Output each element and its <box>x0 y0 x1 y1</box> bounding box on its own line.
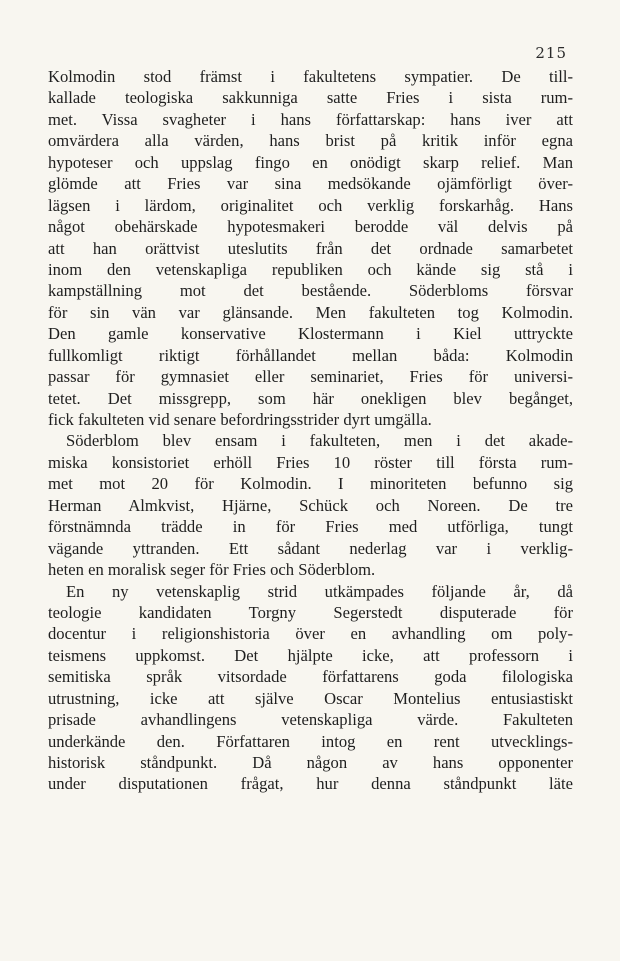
text-line: teismens uppkomst. Det hjälpte icke, att professorn i <box>48 645 573 665</box>
text-line: vägande yttranden. Ett sådant nederlag var i verklig- <box>48 538 573 558</box>
text-line: miska konsistoriet erhöll Fries 10 röster till första rum- <box>48 452 573 472</box>
text-line: inom den vetenskapliga republiken och kände sig stå i <box>48 259 573 279</box>
text-line: hypoteser och uppslag fingo en onödigt skarp relief. Man <box>48 152 573 172</box>
body-text <box>48 66 573 795</box>
text-line: prisade avhandlingens vetenskapliga värde. Fakulteten <box>48 710 573 730</box>
text-line: met mot 20 för Kolmodin. I minoriteten befunno sig <box>48 474 573 494</box>
text-line: för sin vän var glänsande. Men fakulteten tog Kolmodin. <box>48 302 573 322</box>
text-line: En ny vetenskaplig strid utkämpades följande år, då <box>66 581 573 601</box>
text-line: docentur i religionshistoria över en avhandling om poly- <box>48 624 573 644</box>
text-line: met. Vissa svagheter i hans författarskap: hans iver att <box>48 109 573 129</box>
text-line: tetet. Det missgrepp, som här onekligen blev begånget, <box>48 388 573 408</box>
text-line: något obehärskade hypotesmakeri berodde väl delvis på <box>48 217 573 237</box>
text-line: semitiska språk vitsordade författarens goda filologiska <box>48 667 573 687</box>
text-line: omvärdera alla värden, hans brist på kritik inför egna <box>48 131 573 151</box>
text-line: teologie kandidaten Torgny Segerstedt disputerade för <box>48 602 573 622</box>
text-line: under disputationen frågat, hur denna ståndpunkt läte <box>48 774 573 794</box>
text-line: Söderblom blev ensam i fakulteten, men i det akade- <box>66 431 573 451</box>
text-line: underkände den. Författaren intog en rent utvecklings- <box>48 731 573 751</box>
text-line: kallade teologiska sakkunniga satte Fries i sista rum- <box>48 88 573 108</box>
text-line: utrustning, icke att själve Oscar Montelius entusiastiskt <box>48 688 573 708</box>
text-line: fullkomligt riktigt förhållandet mellan båda: Kolmodin <box>48 345 573 365</box>
text-line: heten en moralisk seger för Fries och Söderblom. <box>48 560 376 580</box>
text-line: glömde att Fries var sina medsökande ojämförligt över- <box>48 174 573 194</box>
text-line: förstnämnda trädde in för Fries med utförliga, tungt <box>48 517 573 537</box>
text-line: Kolmodin stod främst i fakultetens sympatier. De till- <box>48 67 573 86</box>
text-line: Den gamle konservative Klostermann i Kiel uttryckte <box>48 324 573 344</box>
text-line: Herman Almkvist, Hjärne, Schück och Noreen. De tre <box>48 495 573 515</box>
text-line: att han orättvist uteslutits från det ordnade samarbetet <box>48 238 573 258</box>
text-line: fick fakulteten vid senare befordringsstrider dyrt umgälla. <box>48 410 432 429</box>
text-line: kampställning mot det bestående. Söderbloms försvar <box>48 281 573 301</box>
text-line: historisk ståndpunkt. Då någon av hans opponenter <box>48 753 573 772</box>
text-line: lägsen i lärdom, originalitet och verklig forskarhåg. Hans <box>48 195 573 215</box>
text-line: passar för gymnasiet eller seminariet, Fries för universi- <box>48 367 573 387</box>
page-number: 215 <box>535 44 567 62</box>
